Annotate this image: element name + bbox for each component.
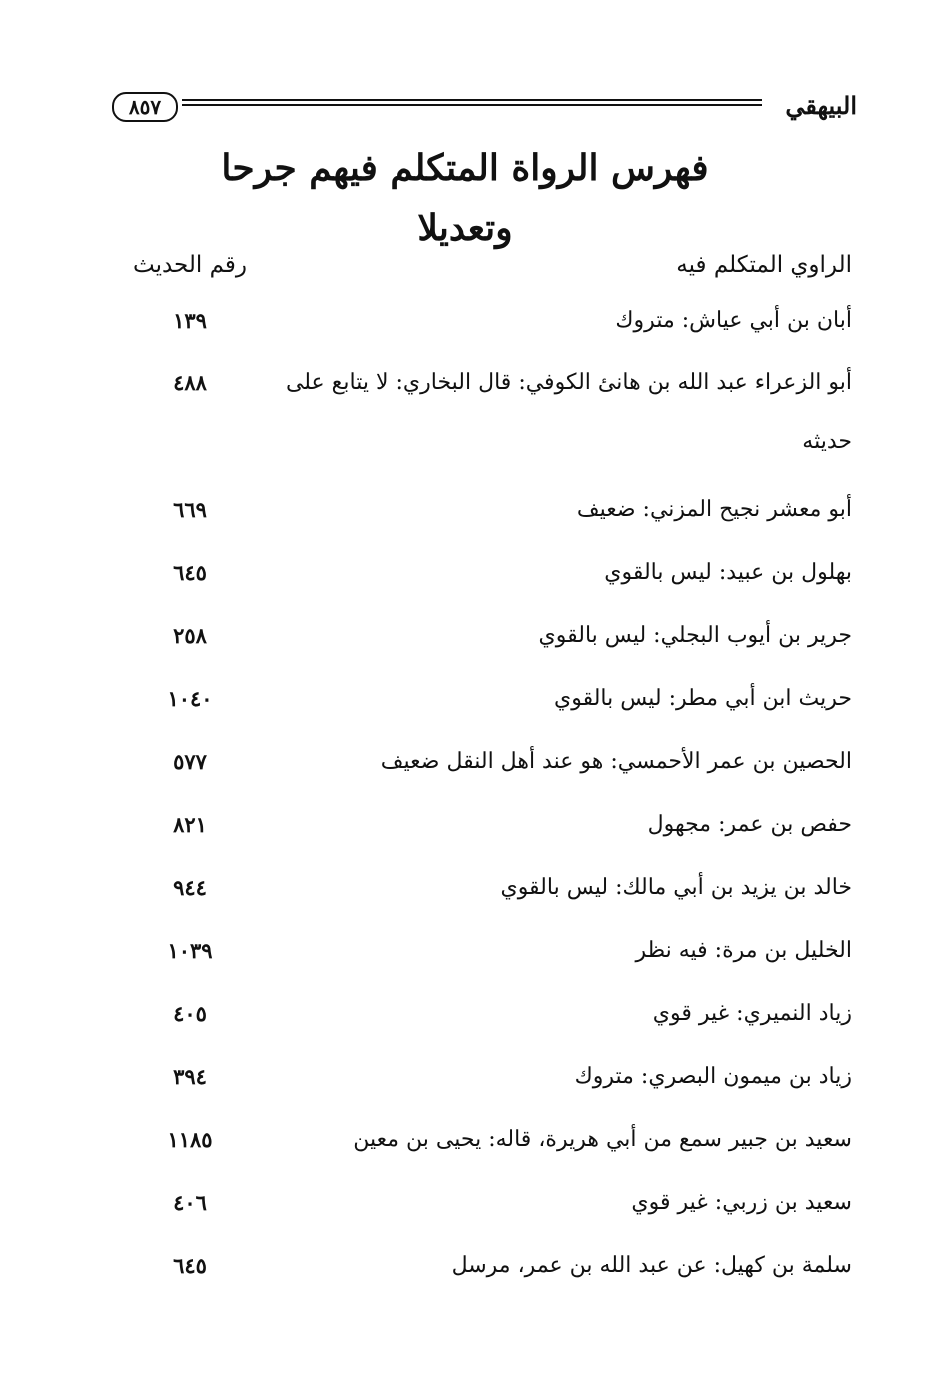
hadith-number: ٤٨٨ (173, 370, 207, 395)
narrator-text: حفص بن عمر: مجهول (647, 812, 852, 837)
header-rule (182, 99, 762, 109)
index-entry (130, 299, 852, 343)
column-header-hadith-number: رقم الحديث (132, 252, 248, 278)
narrator-text: أبان بن أبي عياش: متروك (615, 308, 852, 333)
column-header-narrator: الراوي المتكلم فيه (676, 252, 852, 278)
hadith-number: ١١٨٥ (167, 1127, 213, 1152)
hadith-number: ٦٤٥ (173, 1253, 207, 1278)
narrator-text: جرير بن أيوب البجلي: ليس بالقوي (538, 623, 852, 648)
narrator-text: الخليل بن مرة: فيه نظر (635, 938, 852, 963)
index-entry (130, 866, 852, 910)
index-entry (130, 677, 852, 721)
entry-continuation: حديثه (802, 429, 852, 454)
hadith-number: ٤٠٥ (173, 1001, 207, 1026)
index-entry (130, 551, 852, 595)
hadith-number: ١٠٣٩ (167, 938, 213, 963)
narrator-text: بهلول بن عبيد: ليس بالقوي (604, 560, 852, 585)
narrator-text: أبو معشر نجيح المزني: ضعيف (576, 497, 852, 522)
narrator-text: زياد النميري: غير قوي (652, 1001, 852, 1026)
narrator-text: سعيد بن زربي: غير قوي (631, 1190, 852, 1215)
index-entry (130, 740, 852, 784)
hadith-number: ١٣٩ (173, 308, 207, 333)
narrator-text: سعيد بن جبير سمع من أبي هريرة، قاله: يحيى بن معين (353, 1127, 852, 1152)
hadith-number: ٦٦٩ (173, 497, 207, 522)
index-entry (130, 1244, 852, 1288)
narrator-text: أبو الزعراء عبد الله بن هانئ الكوفي: قال البخاري: لا يتابع على (285, 370, 852, 395)
hadith-number: ٦٤٥ (173, 560, 207, 585)
index-entry (130, 803, 852, 847)
hadith-number: ٢٥٨ (173, 623, 207, 648)
page-number: ٨٥٧ (112, 92, 178, 122)
page-header (112, 86, 857, 130)
hadith-number: ٤٠٦ (173, 1190, 207, 1215)
hadith-number: ٨٢١ (173, 812, 207, 837)
index-entry (130, 361, 852, 405)
index-entry (130, 992, 852, 1036)
index-entry (130, 1181, 852, 1225)
page-title: فهرس الرواة المتكلم فيهم جرحا وتعديلا (221, 147, 709, 249)
narrator-text: حريث ابن أبي مطر: ليس بالقوي (554, 686, 852, 711)
index-entry (130, 929, 852, 973)
index-entry (130, 1055, 852, 1099)
hadith-number: ١٠٤٠ (167, 686, 213, 711)
table-header (130, 243, 852, 287)
narrator-text: سلمة بن كهيل: عن عبد الله بن عمر، مرسل (451, 1253, 852, 1278)
hadith-number: ٥٧٧ (173, 749, 207, 774)
index-entry (130, 1118, 852, 1162)
narrator-text: زياد بن ميمون البصري: متروك (574, 1064, 852, 1089)
index-entry (130, 488, 852, 532)
narrator-text: خالد بن يزيد بن أبي مالك: ليس بالقوي (500, 875, 852, 900)
index-entry (130, 614, 852, 658)
hadith-number: ٩٤٤ (173, 875, 207, 900)
narrator-text: الحصين بن عمر الأحمسي: هو عند أهل النقل ضعيف (380, 749, 852, 774)
book-title: البيهقي (785, 91, 857, 120)
hadith-number: ٣٩٤ (173, 1064, 207, 1089)
